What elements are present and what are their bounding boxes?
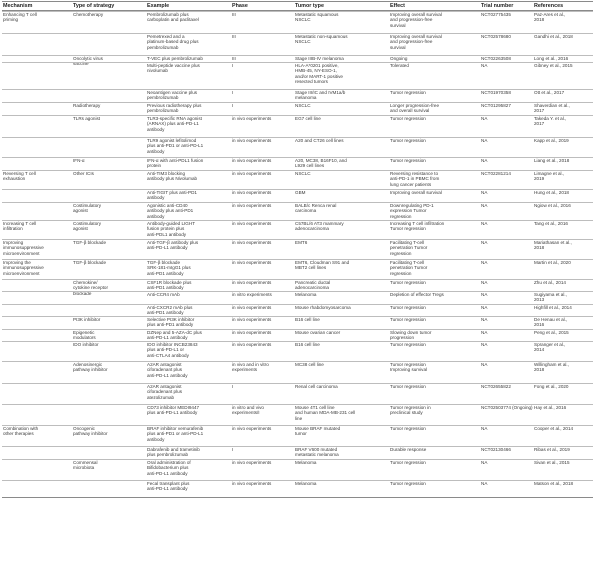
trial-number-cell: NCT02655822 xyxy=(481,384,511,389)
reference-cell: Ribas et al., 2019 xyxy=(534,447,570,452)
tumor-cell: Mouse rhabdomyosarcoma xyxy=(295,305,351,310)
reference-cell: Martin et al., 2020 xyxy=(534,260,571,265)
trial-number-cell: NA xyxy=(481,190,488,195)
example-cell: BRAF inhibitor vemurafenib plus anti-PD1 or anti-PD-L1 antibody xyxy=(147,426,204,442)
reference-cell: Takeda Y. et al., 2017 xyxy=(534,116,567,127)
effect-cell: Longer progression-free and overall survival xyxy=(390,103,440,114)
phase-cell: in vivo experiments xyxy=(232,221,272,226)
phase-cell: in vitro and vivo experiments/I xyxy=(232,405,264,416)
effect-cell: Tumor regression Improving survival xyxy=(390,362,428,373)
strategy-cell: PI3K inhibitor xyxy=(73,317,101,322)
trial-number-cell: NCT01295827 xyxy=(481,103,511,108)
reference-cell: Gibney et al., 2015 xyxy=(534,63,573,68)
strategy-cell: TGF-β blockade xyxy=(73,260,107,265)
example-cell: Anti-TIM3 blocking antibody plus Nivolumab xyxy=(147,171,198,182)
strategy-cell: Oncolytic virus vaccine xyxy=(73,56,103,67)
trial-number-cell: NA xyxy=(481,460,488,465)
reference-cell: Zhu et al., 2014 xyxy=(534,280,566,285)
phase-cell: III xyxy=(232,12,236,17)
example-cell: IDO inhibitor INCB23843 plus anti-PD-L1 or anti-CTLA4 antibody xyxy=(147,342,198,358)
strategy-cell: Other ICIs xyxy=(73,171,94,176)
tumor-cell: EMT6, Cloudman S91 and MBT2 cell lines xyxy=(295,260,350,271)
example-cell: Anti-CCR4 mAb xyxy=(147,292,180,297)
strategy-cell: IFN-α xyxy=(73,158,85,163)
strategy-cell: Chemotherapy xyxy=(73,12,104,17)
example-cell: Antibody-guided LIGHT fusion protein plus anti-PDL1 antibody xyxy=(147,221,196,237)
phase-cell: in vivo experiments xyxy=(232,342,272,347)
tumor-cell: C57BL/6 AT3 mammary adenocarcinoma xyxy=(295,221,344,232)
trial-number-cell: NA xyxy=(481,362,488,367)
trial-number-cell: NCT02130466 xyxy=(481,447,511,452)
strategy-cell: Costimulatory agonist xyxy=(73,203,102,214)
tumor-cell: NSCLC xyxy=(295,103,311,108)
example-cell: TLR3-specific RNA agonist (ARNAX) plus anti-PD-L1 antibody xyxy=(147,116,202,132)
effect-cell: Tumor regression xyxy=(390,280,426,285)
effect-cell: Reversing resistance to anti-PD-1 in PBMC from lung cancer patients xyxy=(390,171,440,187)
strategy-cell: Adenosinergic pathway inhibitor xyxy=(73,362,108,373)
trial-number-cell: NCT01970358 xyxy=(481,90,511,95)
tumor-cell: Mouse BRAF mutated tumor xyxy=(295,426,341,437)
mechanism-cell: Improving immunosuppressive microenvironment xyxy=(3,240,44,256)
trial-number-cell: NA xyxy=(481,63,488,68)
mechanism-cell: Increasing T cell infiltration xyxy=(3,221,37,232)
reference-cell: Ngiow et al., 2016 xyxy=(534,203,571,208)
effect-cell: Tolerated xyxy=(390,63,409,68)
column-header: Tumor type xyxy=(295,3,324,9)
phase-cell: I xyxy=(232,447,234,452)
example-cell: Fecal transplant plus anti-PD-L1 antibody xyxy=(147,481,190,492)
phase-cell: III xyxy=(232,34,236,39)
column-header: References xyxy=(534,3,564,9)
effect-cell: Tumor regression xyxy=(390,116,426,121)
example-cell: CSF1R blockade plus anti-PD1 antibody xyxy=(147,280,192,291)
rule-line xyxy=(2,1,593,2)
trial-number-cell: NA xyxy=(481,203,488,208)
phase-cell: in vivo experiments xyxy=(232,280,272,285)
example-cell: Selective PI3K inhibitor plus anti-PD1 antibody xyxy=(147,317,195,328)
tumor-cell: HLA-A*0201 positive, HMB-45, NY-ESO-1, and/or MART-1 positive resected tumors xyxy=(295,63,343,84)
effect-cell: Facilitating T-cell penetration Tumor regression xyxy=(390,240,428,256)
reference-cell: Highfill et al., 2014 xyxy=(534,305,572,310)
reference-cell: Sugiyama et al., 2013 xyxy=(534,292,567,303)
column-header: Example xyxy=(147,3,170,9)
reference-cell: Spranger et al., 2014 xyxy=(534,342,566,353)
phase-cell: in vivo experiments xyxy=(232,305,272,310)
tumor-cell: Mouse 4T1 cell line and human MDA-MB-231 cell line xyxy=(295,405,356,421)
reference-cell: Sivan et al., 2015 xyxy=(534,460,570,465)
trial-number-cell: NA xyxy=(481,342,488,347)
mechanism-cell: Improving the immunosuppressive microenvironment xyxy=(3,260,44,276)
example-cell: Oral administration of Bifidobacterium plus anti-PD-L1 antibody xyxy=(147,460,191,476)
phase-cell: in vivo experiments xyxy=(232,260,272,265)
trial-number-cell: NCT02503774 (Ongoing) xyxy=(481,405,533,410)
phase-cell: in vivo experiments xyxy=(232,138,272,143)
trial-number-cell: NA xyxy=(481,481,488,486)
trial-number-cell: NA xyxy=(481,240,488,245)
effect-cell: Increasing T cell infiltration Tumor regression xyxy=(390,221,445,232)
phase-cell: in vivo experiments xyxy=(232,330,272,335)
tumor-cell: BRAF V600 mutated metastatic melanoma xyxy=(295,447,339,458)
trial-number-cell: NA xyxy=(481,221,488,226)
strategy-cell: Costimulatory agonist xyxy=(73,221,102,232)
example-cell: A2AR antagonist ciforadenant plus anti-PD-L1 antibody xyxy=(147,362,188,378)
trial-number-cell: NA xyxy=(481,426,488,431)
tumor-cell: Stage III/IC and IVM1a/b melanoma xyxy=(295,90,346,101)
effect-cell: Tumor regression xyxy=(390,342,426,347)
trial-number-cell: NA xyxy=(481,280,488,285)
strategy-cell: Epigenetic modulators xyxy=(73,330,96,341)
example-cell: T-VEC plus pembrolizumab xyxy=(147,56,203,61)
example-cell: Agonistic anti-CD40 antibody plus anti-PD1 antibody xyxy=(147,203,194,219)
effect-cell: Slowing down tumor progression xyxy=(390,330,432,341)
effect-cell: Tumor regression xyxy=(390,90,426,95)
reference-cell: Liang et al., 2018 xyxy=(534,158,570,163)
reference-cell: Shaverdian et al., 2017 xyxy=(534,103,570,114)
trial-number-cell: NA xyxy=(481,305,488,310)
reference-cell: Matson et al., 2018 xyxy=(534,481,574,486)
tumor-cell: Stage IIIB-IV melanoma xyxy=(295,56,344,61)
column-header: Type of strategy xyxy=(73,3,115,9)
strategy-cell: Oncogenic pathway inhibitor xyxy=(73,426,108,437)
tumor-cell: NSCLC xyxy=(295,171,311,176)
example-cell: Anti-TIGIT plus anti-PD1 antibody xyxy=(147,190,197,201)
phase-cell: in vivo experiments xyxy=(232,240,272,245)
trial-number-cell: NA xyxy=(481,158,488,163)
trial-number-cell: NA xyxy=(481,330,488,335)
reference-cell: Fong et al., 2020 xyxy=(534,384,569,389)
example-cell: Anti-TGF-β antibody plus anti-PD-L1 antibody xyxy=(147,240,199,251)
effect-cell: Ongoing xyxy=(390,56,408,61)
reference-cell: Cooper et al., 2014 xyxy=(534,426,574,431)
phase-cell: in vivo experiments xyxy=(232,116,272,121)
trial-number-cell: NA xyxy=(481,138,488,143)
trial-number-cell: NA xyxy=(481,260,488,265)
tumor-cell: GBM xyxy=(295,190,306,195)
strategy-cell: TGF-β blockade xyxy=(73,240,107,245)
phase-cell: in vivo experiments xyxy=(232,158,272,163)
reference-cell: Hung et al., 2018 xyxy=(534,190,569,195)
phase-cell: in vivo and in vitro experiments xyxy=(232,362,269,373)
reference-cell: Tang et al., 2016 xyxy=(534,221,568,226)
column-header: Trial number xyxy=(481,3,514,9)
trial-number-cell: NCT02281214 xyxy=(481,171,511,176)
reference-cell: Willingham et al., 2018 xyxy=(534,362,569,373)
effect-cell: Improving overall survival and progression-free survival xyxy=(390,12,442,28)
effect-cell: Tumor regression xyxy=(390,138,426,143)
example-cell: Previous radiotherapy plus pembrolizumab xyxy=(147,103,202,114)
trial-number-cell: NA xyxy=(481,116,488,121)
mechanism-cell: Reversing T cell exhaustion xyxy=(3,171,36,182)
trial-number-cell: NCT02775435 xyxy=(481,12,511,17)
reference-cell: Limagne et al., 2019 xyxy=(534,171,565,182)
tumor-cell: Metastatic non-squamous NSCLC xyxy=(295,34,348,45)
phase-cell: in vivo experiments xyxy=(232,317,272,322)
example-cell: Anti-CXCR2 mAb plus anti-PD1 antibody xyxy=(147,305,193,316)
example-cell: Neoantigen vaccine plus pembrolizumab xyxy=(147,90,198,101)
phase-cell: in vitro experiments xyxy=(232,292,272,297)
effect-cell: Tumor regression xyxy=(390,158,426,163)
reference-cell: Long et al., 2016 xyxy=(534,56,569,61)
reference-cell: Kapp et al., 2019 xyxy=(534,138,569,143)
trial-number-cell: NCT02263508 xyxy=(481,56,511,61)
trial-number-cell: NA xyxy=(481,292,488,297)
tumor-cell: Renal cell carcinoma xyxy=(295,384,338,389)
tumor-cell: Melanoma xyxy=(295,481,317,486)
example-cell: Pemetrexed and a platinum-based drug plus pembrolizumab xyxy=(147,34,199,50)
example-cell: Multi-peptide vaccine plus nivolumab xyxy=(147,63,200,74)
tumor-cell: A20 and CT26 cell lines xyxy=(295,138,344,143)
effect-cell: Tumor regression xyxy=(390,305,426,310)
column-header: Mechanism xyxy=(3,3,33,9)
phase-cell: in vivo experiments xyxy=(232,190,272,195)
tumor-cell: A20, MC38, B16F10, and L929 cell lines xyxy=(295,158,347,169)
phase-cell: in vivo experiments xyxy=(232,203,272,208)
effect-cell: Tumor regression xyxy=(390,384,426,389)
tumor-cell: Pancreatic ductal adenocarcinoma xyxy=(295,280,331,291)
example-cell: Pembrolizumab plus carboplatin and paclitaxel xyxy=(147,12,199,23)
example-cell: IFN-α with anti-PDL1 fusion protein xyxy=(147,158,204,169)
effect-cell: Depletion of effector Tregs xyxy=(390,292,444,297)
reference-cell: Paz-Ares et al., 2018 xyxy=(534,12,566,23)
effect-cell: Tumor regression in preclinical study xyxy=(390,405,431,416)
phase-cell: I xyxy=(232,63,234,68)
effect-cell: Tumor regression xyxy=(390,460,426,465)
reference-cell: De Henau et al., 2016 xyxy=(534,317,568,328)
example-cell: TGF-β blockade SRK-181-mIgG1 plus anti-PD1 antibody xyxy=(147,260,191,276)
tumor-cell: BALB/c Renca renal carcinoma xyxy=(295,203,337,214)
trial-number-cell: NA xyxy=(481,317,488,322)
tumor-cell: Metastatic squamous NSCLC xyxy=(295,12,339,23)
trial-number-cell: NCT02578680 xyxy=(481,34,511,39)
strategy-cell: TLRs agonist xyxy=(73,116,101,121)
effect-cell: Durable response xyxy=(390,447,427,452)
reference-cell: Gandhi et al., 2018 xyxy=(534,34,573,39)
tumor-cell: Mouse ovarian cancer xyxy=(295,330,341,335)
tumor-cell: Melanoma xyxy=(295,292,317,297)
example-cell: A2AR antagonist ciforadenant plus atezolizumab xyxy=(147,384,182,400)
strategy-cell: Radiotherapy xyxy=(73,103,101,108)
effect-cell: Tumor regression xyxy=(390,317,426,322)
column-header: Phase xyxy=(232,3,248,9)
reference-cell: Peng et al., 2015 xyxy=(534,330,569,335)
strategy-cell: Commensal microbiota xyxy=(73,460,98,471)
effect-cell: Tumor regression xyxy=(390,481,426,486)
example-cell: Dabrafenib and trametinib plus pembrolizumab xyxy=(147,447,200,458)
strategy-cell: IDO inhibitor xyxy=(73,342,99,347)
effect-cell: Downregulating PD-1 expression Tumor regression xyxy=(390,203,434,219)
phase-cell: I xyxy=(232,90,234,95)
tumor-cell: B16 cell line xyxy=(295,317,320,322)
phase-cell: in vivo experiments xyxy=(232,481,272,486)
mechanism-cell: Combination with other therapies xyxy=(3,426,39,437)
effect-cell: Improving overall survival xyxy=(390,190,442,195)
reference-cell: Mariathasan et al., 2018 xyxy=(534,240,572,251)
strategy-cell: Chemokine/ cytokine receptor blockade xyxy=(73,280,108,296)
effect-cell: Facilitating T-cell penetration Tumor regression xyxy=(390,260,428,276)
phase-cell: in vivo experiments xyxy=(232,426,272,431)
phase-cell: I xyxy=(232,384,234,389)
rule-line xyxy=(2,497,593,498)
mechanism-cell: Enhancing T cell priming xyxy=(3,12,37,23)
phase-cell: in vivo experiments xyxy=(232,171,272,176)
effect-cell: Improving overall survival and progression-free survival xyxy=(390,34,442,50)
example-cell: DZNep and 5-AZA-dC plus anti-PD-L1 antibody xyxy=(147,330,202,341)
tumor-cell: MC38 cell line xyxy=(295,362,324,367)
phase-cell: III xyxy=(232,56,236,61)
tumor-cell: EG7 cell line xyxy=(295,116,321,121)
example-cell: CD73 inhibitor MEDI9447 plus anti-PD-L1 antibody xyxy=(147,405,200,416)
column-header: Effect xyxy=(390,3,405,9)
phase-cell: I xyxy=(232,103,234,108)
reference-cell: Hay et al., 2016 xyxy=(534,405,567,410)
tumor-cell: Melanoma xyxy=(295,460,317,465)
phase-cell: in vivo experiments xyxy=(232,460,272,465)
reference-cell: Ott et al., 2017 xyxy=(534,90,565,95)
tumor-cell: EMT6 xyxy=(295,240,308,245)
effect-cell: Tumor regression xyxy=(390,426,426,431)
tumor-cell: B16 cell line xyxy=(295,342,320,347)
example-cell: TLR9 agonist lefitolimod plus anti-PD1 or anti-PD-L1 antibody xyxy=(147,138,204,154)
